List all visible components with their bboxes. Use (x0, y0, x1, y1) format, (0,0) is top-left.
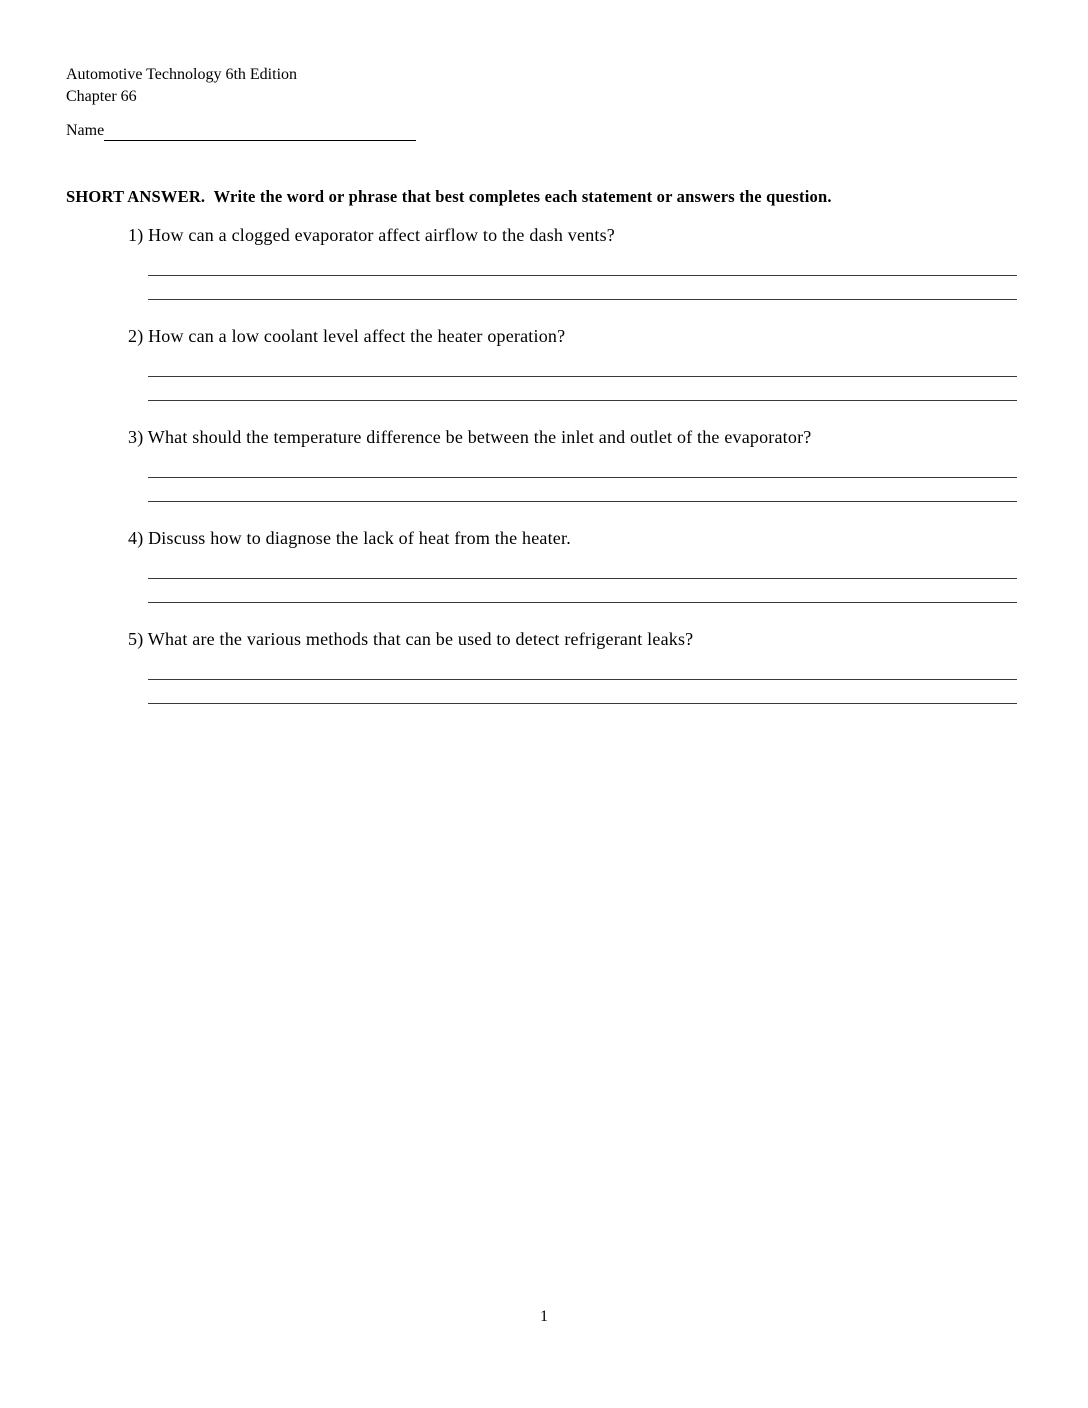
question-2 (128, 325, 1017, 401)
answer-line (148, 703, 1017, 704)
chapter-title: Chapter 66 (66, 88, 137, 105)
question-body: What should the temperature difference be between the inlet and outlet of the evaporator? (147, 427, 812, 447)
question-text (128, 527, 1017, 550)
course-title: Automotive Technology 6th Edition (66, 66, 298, 83)
question-number: 2) (128, 326, 144, 346)
question-3 (128, 426, 1017, 502)
document-header (66, 64, 297, 108)
page-number: 1 (540, 1308, 548, 1325)
answer-line (148, 501, 1017, 502)
answer-lines (148, 578, 1017, 603)
question-text (128, 224, 1017, 247)
question-text (128, 426, 1017, 449)
name-label: Name (66, 122, 105, 139)
answer-line (148, 299, 1017, 300)
question-number: 3) (128, 427, 144, 447)
answer-lines (148, 275, 1017, 300)
answer-lines (148, 679, 1017, 704)
question-body: Discuss how to diagnose the lack of heat from the heater. (148, 528, 571, 548)
name-row (66, 121, 416, 141)
answer-line (148, 578, 1017, 579)
question-body: How can a low coolant level affect the heater operation? (148, 326, 566, 346)
answer-line (148, 602, 1017, 603)
answer-line (148, 400, 1017, 401)
name-blank-line (104, 124, 416, 141)
question-5 (128, 628, 1017, 704)
question-body: What are the various methods that can be used to detect refrigerant leaks? (147, 629, 694, 649)
section-header: SHORT ANSWER. Write the word or phrase that best completes each statement or answers the question. (66, 187, 832, 206)
question-1 (128, 224, 1017, 300)
answer-line (148, 275, 1017, 276)
answer-line (148, 679, 1017, 680)
question-number: 5) (128, 629, 144, 649)
question-text (128, 325, 1017, 348)
question-number: 4) (128, 528, 144, 548)
question-4 (128, 527, 1017, 603)
question-text (128, 628, 1017, 651)
answer-line (148, 477, 1017, 478)
question-number: 1) (128, 225, 144, 245)
question-body: How can a clogged evaporator affect airflow to the dash vents? (148, 225, 615, 245)
answer-lines (148, 376, 1017, 401)
answer-lines (148, 477, 1017, 502)
answer-line (148, 376, 1017, 377)
